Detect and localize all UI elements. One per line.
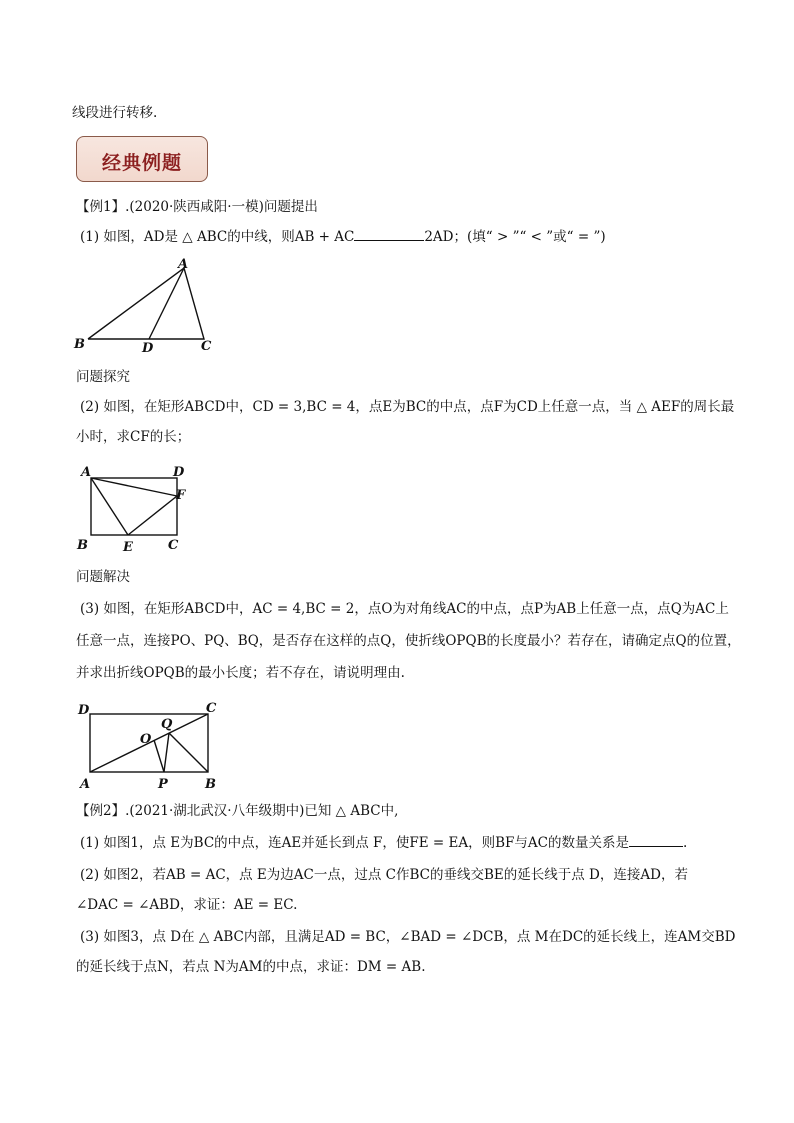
section-title: 经典例题	[101, 152, 182, 174]
label-d: D	[78, 703, 90, 718]
label-c: C	[206, 701, 217, 716]
label-f: F	[176, 488, 186, 503]
example2-q2-line1: (2) 如图2，若AB = AC，点 E为边AC一点，过点 C作BC的垂线交BE的延长线于点 D，连接AD，若	[80, 867, 688, 883]
example2-q3-line1: (3) 如图3，点 D在 △ ABC内部，且满足AD = BC，∠BAD = ∠DCB，点 M在DC的延长线上，连AM交BD	[80, 929, 736, 945]
answer-blank	[354, 228, 424, 241]
label-b: B	[205, 777, 216, 792]
subheading-explore: 问题探究	[76, 369, 130, 385]
example1-q3-line2: 任意一点，连接PO、PQ、BQ，是否存在这样的点Q，使折线OPQB的长度最小？若存在，请确定点Q的位置，	[76, 633, 741, 649]
example1-q1	[80, 228, 606, 246]
median-ad	[149, 268, 184, 339]
triangle-outline	[88, 268, 204, 339]
label-a: A	[80, 777, 91, 792]
label-a: A	[81, 465, 92, 480]
segment-ef	[128, 496, 177, 535]
segment-qb	[169, 733, 208, 772]
section-title-box	[76, 136, 208, 182]
example1-q1-text: (1) 如图，AD是 △ ABC的中线，则AB + AC	[80, 229, 355, 245]
subheading-solve: 问题解决	[76, 569, 130, 585]
label-a: A	[178, 257, 189, 272]
segment-ae	[91, 478, 128, 535]
example2-q1-tail: .	[683, 835, 688, 851]
figure-rectangle-opqb	[72, 696, 232, 796]
example2-q1	[80, 834, 687, 852]
segment-pq	[164, 733, 169, 772]
label-b: B	[74, 337, 85, 352]
example2-q3-line2: 的延长线于点N，若点 N为AM的中点，求证：DM = AB.	[76, 959, 426, 975]
answer-blank	[629, 834, 683, 847]
label-q: Q	[161, 717, 173, 732]
label-d: D	[142, 341, 154, 356]
example1-q3-line3: 并求出折线OPQB的最小长度；若不存在，请说明理由.	[76, 665, 405, 681]
segment-af	[91, 478, 177, 496]
example2-q2-line2: ∠DAC = ∠ABD，求证：AE = EC.	[76, 897, 298, 913]
example2-q1-text: (1) 如图1，点 E为BC的中点，连AE并延长到点 F，使FE = EA，则BF与AC的数量关系是	[80, 835, 629, 851]
label-c: C	[168, 538, 179, 553]
label-d: D	[173, 465, 185, 480]
example1-heading: 【例1】.(2020·陕西咸阳·一模)问题提出	[76, 199, 318, 215]
label-o: O	[140, 732, 152, 747]
label-p: P	[158, 777, 168, 792]
label-b: B	[77, 538, 88, 553]
example2-heading: 【例2】.(2021·湖北武汉·八年级期中)已知 △ ABC中,	[76, 803, 399, 819]
figure-rectangle-aef	[72, 460, 202, 560]
label-e: E	[123, 540, 133, 555]
label-c: C	[201, 339, 212, 354]
figure-triangle-abc	[70, 256, 230, 356]
segment-op	[154, 740, 164, 772]
example1-q2-line2: 小时，求CF的长；	[76, 429, 191, 445]
example1-q3-line1: (3) 如图，在矩形ABCD中，AC = 4,BC = 2，点O为对角线AC的中点，点P为AB上任意一点，点Q为AC上	[80, 601, 729, 617]
example1-q2-line1: (2) 如图，在矩形ABCD中，CD = 3,BC = 4，点E为BC的中点，点F为CD上任意一点，当 △ AEF的周长最	[80, 399, 735, 415]
example1-q1-tail: 2AD；(填“ > ”“ < ”或“ = ”)	[424, 229, 606, 245]
intro-tail-text: 线段进行转移.	[72, 105, 158, 121]
